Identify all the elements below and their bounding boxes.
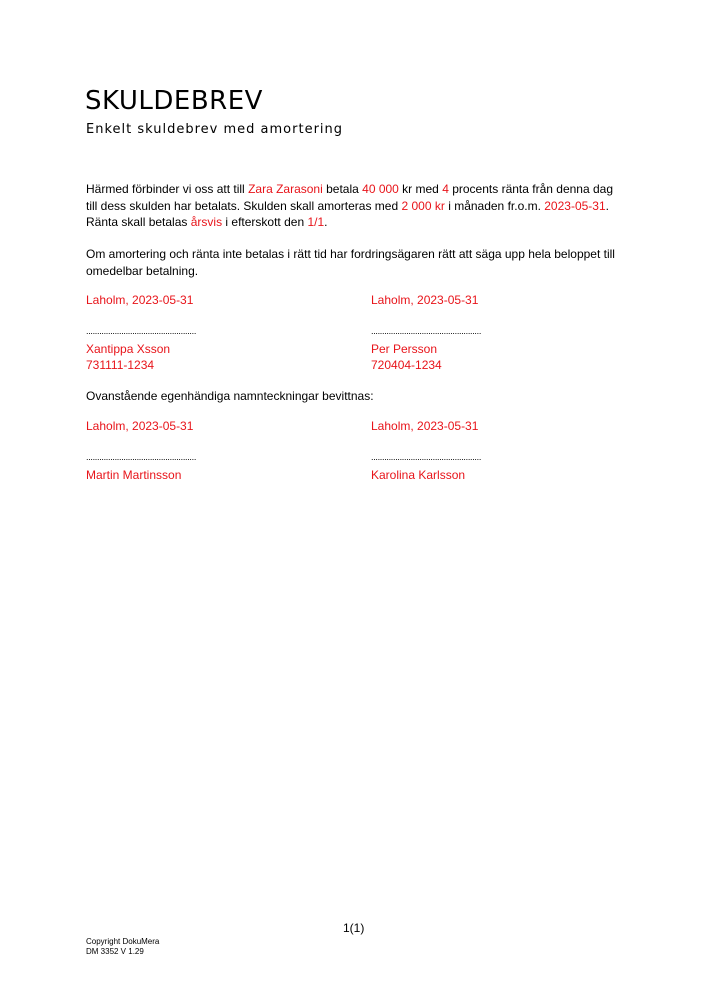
interest-date: 1/1 bbox=[307, 215, 325, 229]
text-segment: i efterskott den bbox=[222, 215, 308, 229]
document-version: DM 3352 V 1.29 bbox=[86, 947, 144, 956]
amortization-amount: 2 000 kr bbox=[401, 198, 445, 213]
agreement-paragraph bbox=[86, 181, 616, 231]
footer bbox=[86, 937, 159, 957]
witness-intro: Ovanstående egenhändiga namnteckningar bevittnas: bbox=[86, 389, 374, 403]
document-subtitle: Enkelt skuldebrev med amortering bbox=[86, 122, 344, 137]
debtor-1-name: Xantippa Xsson bbox=[86, 342, 171, 356]
text-segment: procents ränta från denna dag till dess skulden har betalats. Skulden skall amorteras med bbox=[86, 182, 613, 213]
debtor-2-place-date: Laholm, 2023-05-31 bbox=[371, 293, 479, 307]
document-title: SKULDEBREV bbox=[85, 86, 263, 116]
text-segment: Härmed förbinder vi oss att till bbox=[86, 182, 249, 196]
witness-2-place-date: Laholm, 2023-05-31 bbox=[371, 419, 479, 433]
start-date: 2023-05-31 bbox=[544, 198, 606, 213]
creditor-name: Zara Zarasoni bbox=[248, 182, 323, 196]
page-number: 1(1) bbox=[343, 921, 365, 935]
debtor-2-signature-line: .................................................. bbox=[371, 326, 482, 336]
debtor-2-name: Per Persson bbox=[371, 342, 438, 356]
debtor-1-id-number: 731111-1234 bbox=[86, 358, 155, 372]
witness-1-place-date: Laholm, 2023-05-31 bbox=[86, 419, 194, 433]
termination-paragraph: Om amortering och ränta inte betalas i rätt tid har fordringsägaren rätt att säga upp hela beloppet till omedelbar betalning. bbox=[86, 247, 615, 278]
witness-1-signature-line: .................................................. bbox=[86, 452, 197, 462]
witness-2-name: Karolina Karlsson bbox=[371, 468, 466, 482]
copyright-text: Copyright DokuMera bbox=[86, 937, 160, 946]
debtor-1-signature-line: .................................................. bbox=[86, 326, 197, 336]
loan-amount: 40 000 bbox=[362, 182, 399, 196]
interest-rate: 4 bbox=[442, 182, 449, 196]
text-segment: betala bbox=[322, 182, 363, 196]
text-segment: . Ränta skall betalas bbox=[86, 198, 609, 229]
debtor-2-id-number: 720404-1234 bbox=[371, 358, 442, 372]
text-segment: kr med bbox=[398, 182, 443, 196]
text-segment: . bbox=[324, 215, 328, 229]
text-segment: i månaden fr.o.m. bbox=[444, 198, 545, 213]
debtor-1-place-date: Laholm, 2023-05-31 bbox=[86, 293, 194, 307]
witness-2-signature-line: .................................................. bbox=[371, 452, 482, 462]
witness-1-name: Martin Martinsson bbox=[86, 468, 182, 482]
interest-frequency: årsvis bbox=[190, 215, 223, 229]
